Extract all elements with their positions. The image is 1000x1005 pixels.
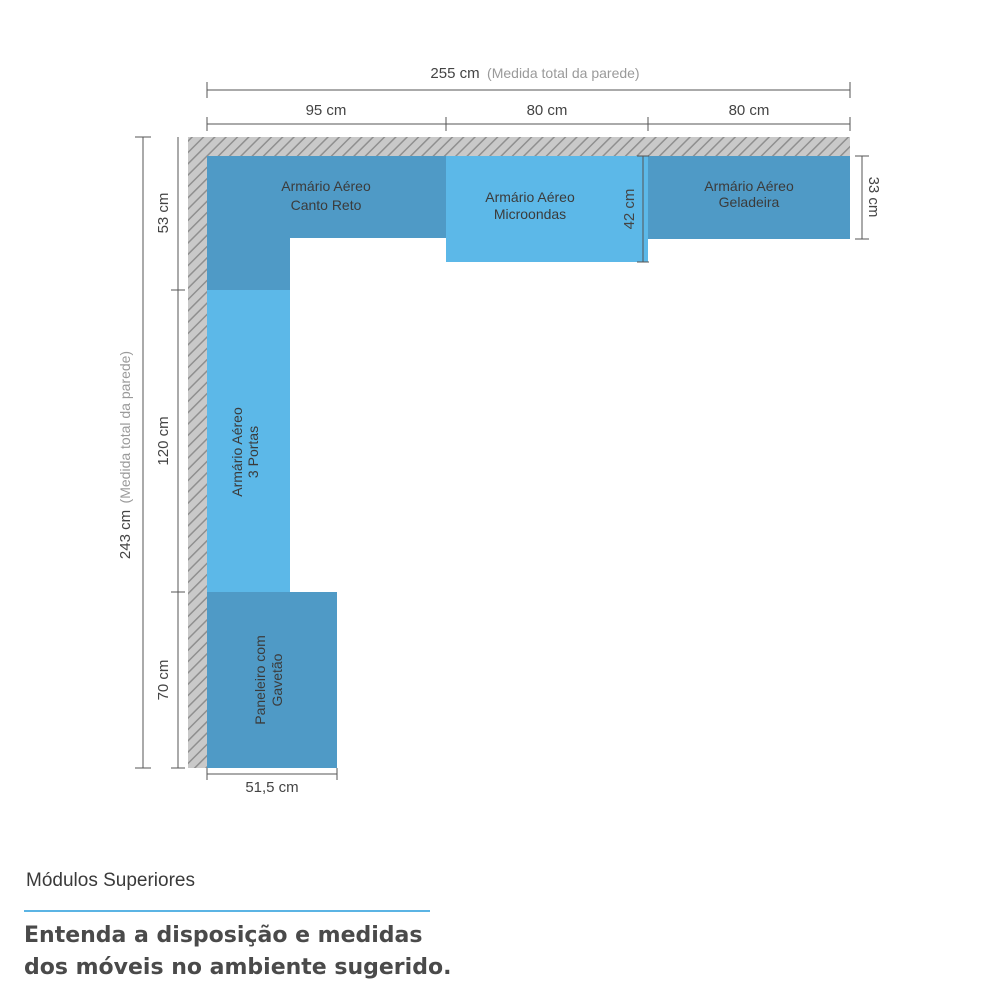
label-canto-reto-line2: Canto Reto [290, 197, 362, 213]
dimension-total-height [117, 137, 151, 768]
caption-line-2: dos móveis no ambiente sugerido. [24, 955, 452, 980]
total-height-note: (Medida total da parede) [117, 350, 133, 504]
label-geladeira-line1: Armário Aéreo [704, 178, 794, 194]
left-segment-3: 70 cm [155, 659, 172, 701]
top-segment-2: 80 cm [526, 102, 568, 119]
caption-line-1: Entenda a disposição e medidas [24, 923, 423, 948]
geladeira-height-value: 33 cm [865, 176, 882, 218]
left-segment-1: 53 cm [155, 192, 172, 234]
label-paneleiro-line1: Paneleiro com [252, 635, 268, 725]
dimension-geladeira-height [855, 156, 882, 239]
section-subtitle: Módulos Superiores [26, 870, 195, 891]
total-width-value: 255 cm [430, 65, 480, 82]
paneleiro-width-value: 51,5 cm [245, 779, 299, 796]
label-geladeira-line2: Geladeira [718, 194, 780, 210]
label-microondas-line1: Armário Aéreo [485, 189, 575, 205]
left-segment-2: 120 cm [155, 416, 172, 466]
svg-text:243 cm (Medida total d [117, 351, 134, 559]
top-segment-3: 80 cm [728, 102, 770, 119]
caption [24, 920, 544, 984]
dimension-total-width [207, 65, 850, 98]
label-tres-portas-line1: Armário Aéreo [229, 407, 245, 497]
microondas-height-value: 42 cm [621, 188, 638, 230]
left-wall [188, 137, 207, 768]
label-paneleiro-line2: Gavetão [269, 653, 285, 707]
module-canto-reto [207, 156, 446, 290]
dimension-paneleiro-width [207, 768, 337, 796]
svg-text:255 cm (Medida total da [430, 65, 639, 82]
total-height-value: 243 cm [117, 509, 134, 560]
dimension-left-segments [155, 137, 185, 768]
label-microondas-line2: Microondas [493, 206, 567, 222]
total-width-note: (Medida total da parede) [487, 65, 640, 81]
label-canto-reto-line1: Armário Aéreo [281, 178, 371, 194]
accent-divider [24, 910, 430, 912]
dimension-top-segments [207, 102, 850, 131]
label-tres-portas-line2: 3 Portas [245, 425, 261, 479]
top-wall [188, 137, 850, 156]
top-segment-1: 95 cm [305, 102, 347, 119]
